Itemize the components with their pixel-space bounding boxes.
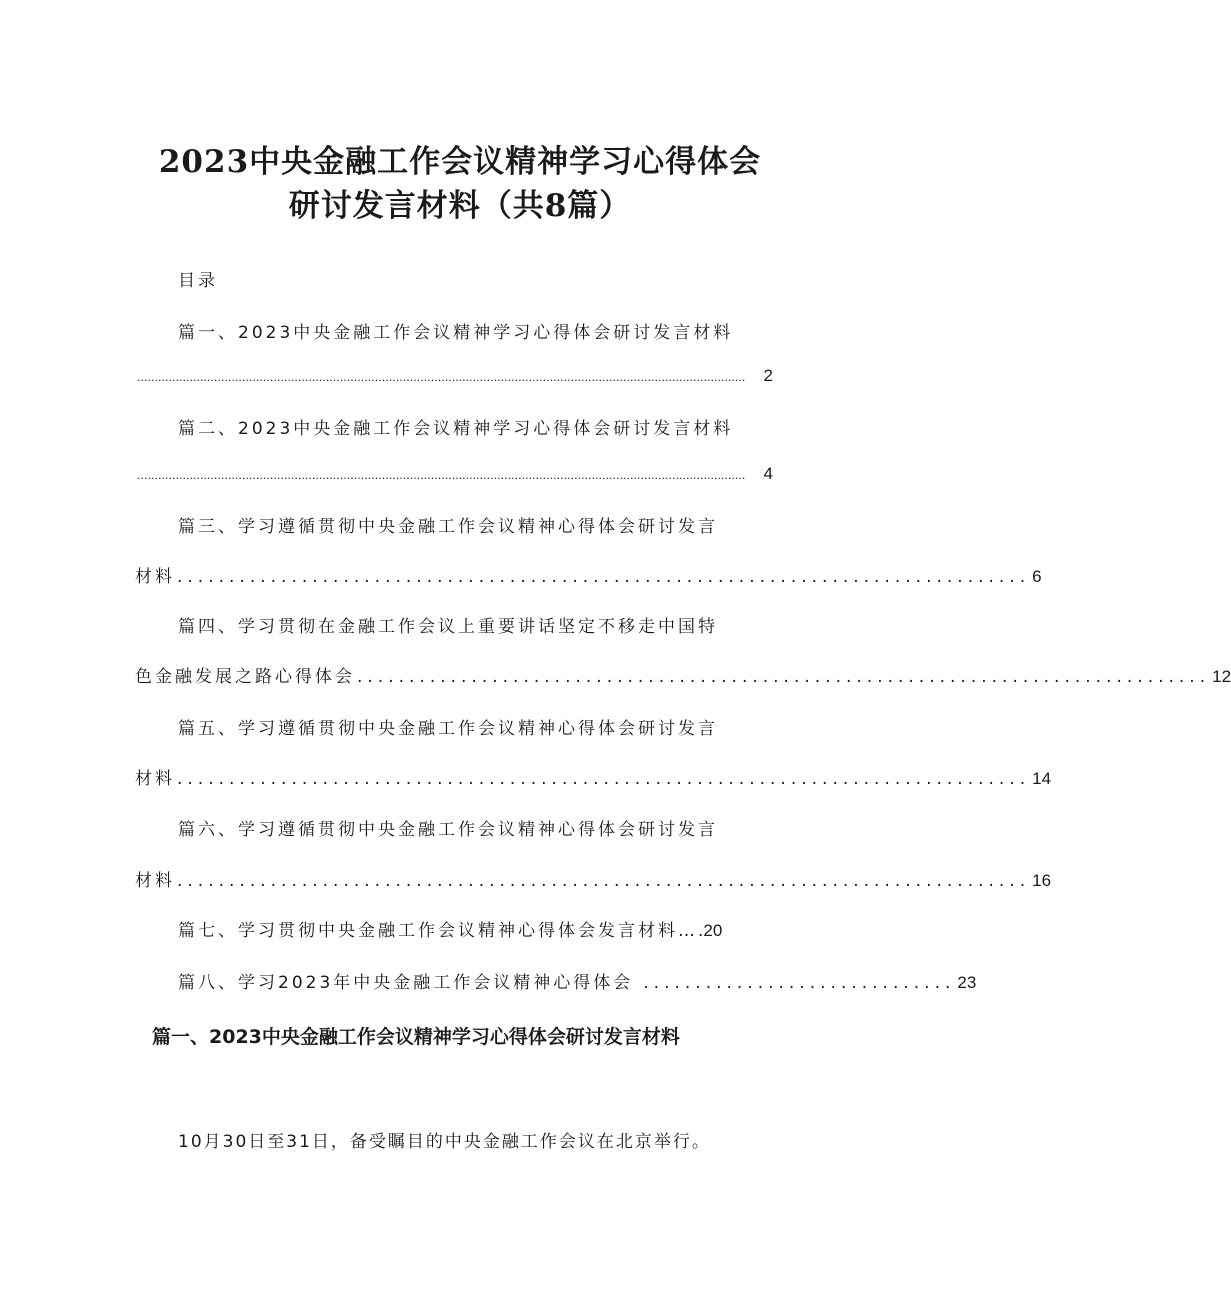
- toc-entry-8: [178, 968, 977, 993]
- toc-entry-6-leader: [135, 866, 1052, 891]
- toc-heading: 目录: [178, 271, 218, 291]
- toc-entry-7: [178, 916, 773, 941]
- dot-leader: ..............................................................................................................................................................................: [137, 469, 746, 482]
- dot-leader: ..............................: [643, 973, 956, 993]
- toc-entry-7-page: 20: [703, 921, 723, 940]
- document-title-line-2: 研讨发言材料（共8篇）: [288, 188, 632, 224]
- toc-entry-1-title: 篇一、2023中央金融工作会议精神学习心得体会研讨发言材料: [178, 323, 734, 343]
- toc-entry-7-title: 篇七、学习贯彻中央金融工作会议精神心得体会发言材料…: [178, 921, 698, 941]
- toc-entry-2-page: 4: [763, 464, 773, 483]
- toc-entry-4-cont: 色金融发展之路心得体会: [135, 667, 355, 687]
- toc-entry-5-leader: [135, 764, 1052, 789]
- toc-entry-5-title: 篇五、学习遵循贯彻中央金融工作会议精神心得体会研讨发言: [178, 719, 718, 739]
- toc-entry-3-title: 篇三、学习遵循贯彻中央金融工作会议精神心得体会研讨发言: [178, 517, 718, 537]
- document-title-line-1: 2023中央金融工作会议精神学习心得体会: [158, 144, 762, 180]
- toc-entry-1-page: 2: [763, 366, 773, 385]
- dot-leader: ..................................................................................: [177, 567, 1031, 587]
- body-paragraph: 10月30日至31日，备受瞩目的中央金融工作会议在北京举行。: [178, 1132, 711, 1152]
- toc-entry-2-title: 篇二、2023中央金融工作会议精神学习心得体会研讨发言材料: [178, 419, 734, 439]
- dot-leader: ..................................................................................: [357, 667, 1211, 687]
- dot-leader: ..............................................................................................................................................................................: [137, 371, 746, 384]
- toc-entry-3-cont: 材料: [135, 567, 175, 587]
- toc-entry-6-title: 篇六、学习遵循贯彻中央金融工作会议精神心得体会研讨发言: [178, 820, 718, 840]
- dot-leader: ..................................................................................: [177, 769, 1031, 789]
- dot-leader: ..................................................................................: [177, 871, 1031, 891]
- toc-entry-6-page: 16: [1032, 871, 1052, 890]
- toc-entry-4-title: 篇四、学习贯彻在金融工作会议上重要讲话坚定不移走中国特: [178, 617, 718, 637]
- toc-entry-4-page: 12: [1212, 667, 1231, 686]
- toc-entry-8-title: 篇八、学习2023年中央金融工作会议精神心得体会: [178, 973, 634, 993]
- toc-entry-4-leader: [135, 662, 1231, 687]
- toc-entry-2-leader: [135, 464, 773, 484]
- toc-entry-6-cont: 材料: [135, 871, 175, 891]
- toc-entry-1-leader: [135, 366, 773, 386]
- dot-leader: .: [698, 921, 704, 941]
- toc-entry-5-page: 14: [1032, 769, 1052, 788]
- toc-entry-5-cont: 材料: [135, 769, 175, 789]
- toc-entry-8-page: 23: [957, 973, 977, 992]
- section-heading: 篇一、2023中央金融工作会议精神学习心得体会研讨发言材料: [152, 1026, 680, 1048]
- toc-entry-3-page: 6: [1032, 567, 1042, 586]
- toc-entry-3-leader: [135, 562, 1042, 587]
